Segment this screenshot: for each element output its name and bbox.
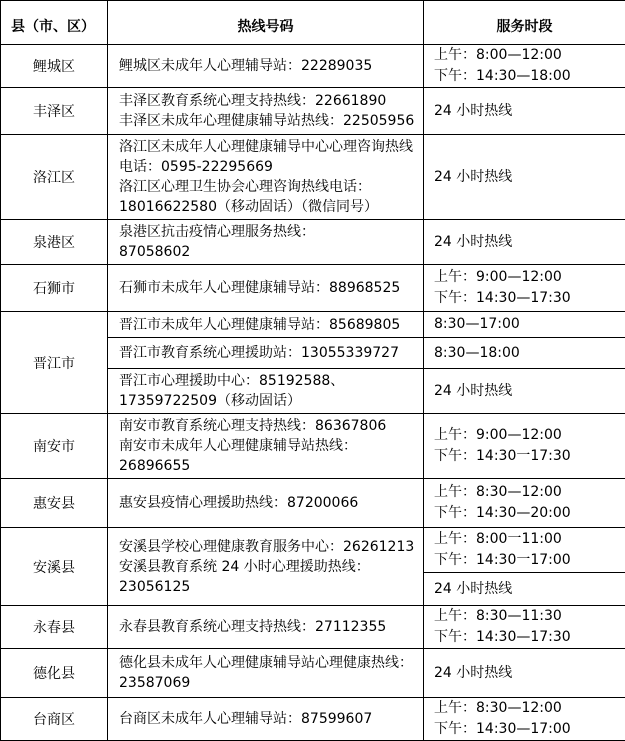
hotline-cell [108, 265, 424, 312]
county-cell: 惠安县 [1, 479, 108, 528]
table-row [1, 606, 625, 649]
header-hotline: 热线号码 [108, 1, 424, 45]
hotline-line: 晋江市教育系统心理援助站：13055339727 [119, 343, 417, 363]
service-cell [424, 369, 625, 414]
hotline-line: 石狮市未成年人心理健康辅导站：88968525 [119, 278, 417, 298]
county-cell: 石狮市 [1, 265, 108, 312]
service-line: 上午：8:30—11:30 [434, 606, 621, 627]
table-row [1, 414, 625, 479]
service-cell [424, 606, 625, 649]
hotline-line: 洛江区未成年人心理健康辅导中心心理咨询热线电话：0595-22295669 [119, 137, 417, 177]
table-row [1, 312, 625, 338]
hotline-line: 安溪县学校心理健康教育服务中心：26261213 [119, 537, 417, 557]
hotline-line: 南安市未成年人心理健康辅导站热线：26896655 [119, 436, 417, 476]
service-line: 8:30—18:00 [434, 343, 621, 364]
hotline-line: 惠安县疫情心理援助热线：87200066 [119, 493, 417, 513]
table-row [1, 88, 625, 135]
service-cell [424, 135, 625, 220]
service-cell [424, 45, 625, 88]
service-line: 8:30—17:00 [434, 314, 621, 335]
county-cell: 丰泽区 [1, 88, 108, 135]
service-line: 24 小时热线 [434, 663, 621, 684]
service-line: 下午：14:30—18:00 [434, 66, 621, 87]
hotline-line: 南安市教育系统心理支持热线：86367806 [119, 416, 417, 436]
hotline-cell [108, 135, 424, 220]
header-county: 县（市、区） [1, 1, 108, 45]
county-cell: 南安市 [1, 414, 108, 479]
service-cell [424, 573, 625, 606]
service-line: 上午：8:30—12:00 [434, 482, 621, 503]
table-row [1, 45, 625, 88]
service-cell [424, 88, 625, 135]
service-cell [424, 220, 625, 265]
county-cell: 泉港区 [1, 220, 108, 265]
service-line: 24 小时热线 [434, 381, 621, 402]
hotline-cell [108, 220, 424, 265]
service-cell [424, 528, 625, 573]
hotline-line: 丰泽区未成年心理健康辅导站热线：22505956 [119, 111, 417, 131]
service-line: 24 小时热线 [434, 579, 621, 600]
header-row [1, 1, 625, 45]
hotline-cell [108, 528, 424, 606]
hotline-cell [108, 649, 424, 698]
hotline-cell [108, 414, 424, 479]
service-cell [424, 649, 625, 698]
service-cell [424, 414, 625, 479]
service-line: 下午：14:30—17:30 [434, 288, 621, 309]
service-line: 24 小时热线 [434, 232, 621, 253]
service-cell [424, 312, 625, 338]
service-line: 下午：14:30一17:30 [434, 446, 621, 467]
hotline-line: 泉港区抗击疫情心理服务热线： [119, 222, 417, 242]
service-cell [424, 698, 625, 741]
hotline-cell [108, 45, 424, 88]
service-line: 下午：14:30—17:30 [434, 627, 621, 648]
service-line: 24 小时热线 [434, 101, 621, 122]
service-line: 下午：14:30—17:00 [434, 719, 621, 740]
hotline-cell [108, 312, 424, 338]
service-line: 上午：8:30—12:00 [434, 698, 621, 719]
hotline-cell [108, 338, 424, 369]
table-row [1, 649, 625, 698]
hotline-line: 87058602 [119, 242, 417, 262]
county-cell: 洛江区 [1, 135, 108, 220]
hotline-line: 晋江市未成年人心理健康辅导站：85689805 [119, 315, 417, 335]
service-cell [424, 265, 625, 312]
table-row [1, 265, 625, 312]
hotline-line: 晋江市心理援助中心：85192588、17359722509（移动固话） [119, 371, 417, 411]
county-cell: 晋江市 [1, 312, 108, 414]
service-line: 上午：8:00—12:00 [434, 45, 621, 66]
hotline-cell [108, 88, 424, 135]
hotline-line: 洛江区心理卫生协会心理咨询热线电话：18016622580（移动固话）（微信同号） [119, 177, 417, 217]
header-service: 服务时段 [424, 1, 625, 45]
service-cell [424, 338, 625, 369]
service-cell [424, 479, 625, 528]
service-line: 24 小时热线 [434, 167, 621, 188]
service-line: 上午：9:00—12:00 [434, 267, 621, 288]
hotline-line: 安溪县教育系统 24 小时心理援助热线：23056125 [119, 557, 417, 597]
table-row [1, 698, 625, 741]
county-cell: 永春县 [1, 606, 108, 649]
county-cell: 德化县 [1, 649, 108, 698]
table-row [1, 479, 625, 528]
hotline-line: 台商区未成年人心理辅导站：87599607 [119, 709, 417, 729]
service-line: 上午：9:00—12:00 [434, 425, 621, 446]
county-cell: 安溪县 [1, 528, 108, 606]
table-row [1, 135, 625, 220]
hotline-cell [108, 606, 424, 649]
service-line: 下午：14:30一17:00 [434, 550, 621, 571]
hotline-line: 丰泽区教育系统心理支持热线：22661890 [119, 91, 417, 111]
hotline-line: 鲤城区未成年人心理辅导站：22289035 [119, 56, 417, 76]
county-cell: 鲤城区 [1, 45, 108, 88]
hotline-cell [108, 369, 424, 414]
county-cell: 台商区 [1, 698, 108, 741]
hotline-line: 永春县教育系统心理支持热线：27112355 [119, 617, 417, 637]
service-line: 上午：8:00一11:00 [434, 529, 621, 550]
hotline-line: 德化县未成年人心理健康辅导站心理健康热线：23587069 [119, 653, 417, 693]
service-line: 下午：14:30—20:00 [434, 503, 621, 524]
hotline-cell [108, 698, 424, 741]
table-row [1, 220, 625, 265]
hotline-cell [108, 479, 424, 528]
table-row [1, 528, 625, 573]
